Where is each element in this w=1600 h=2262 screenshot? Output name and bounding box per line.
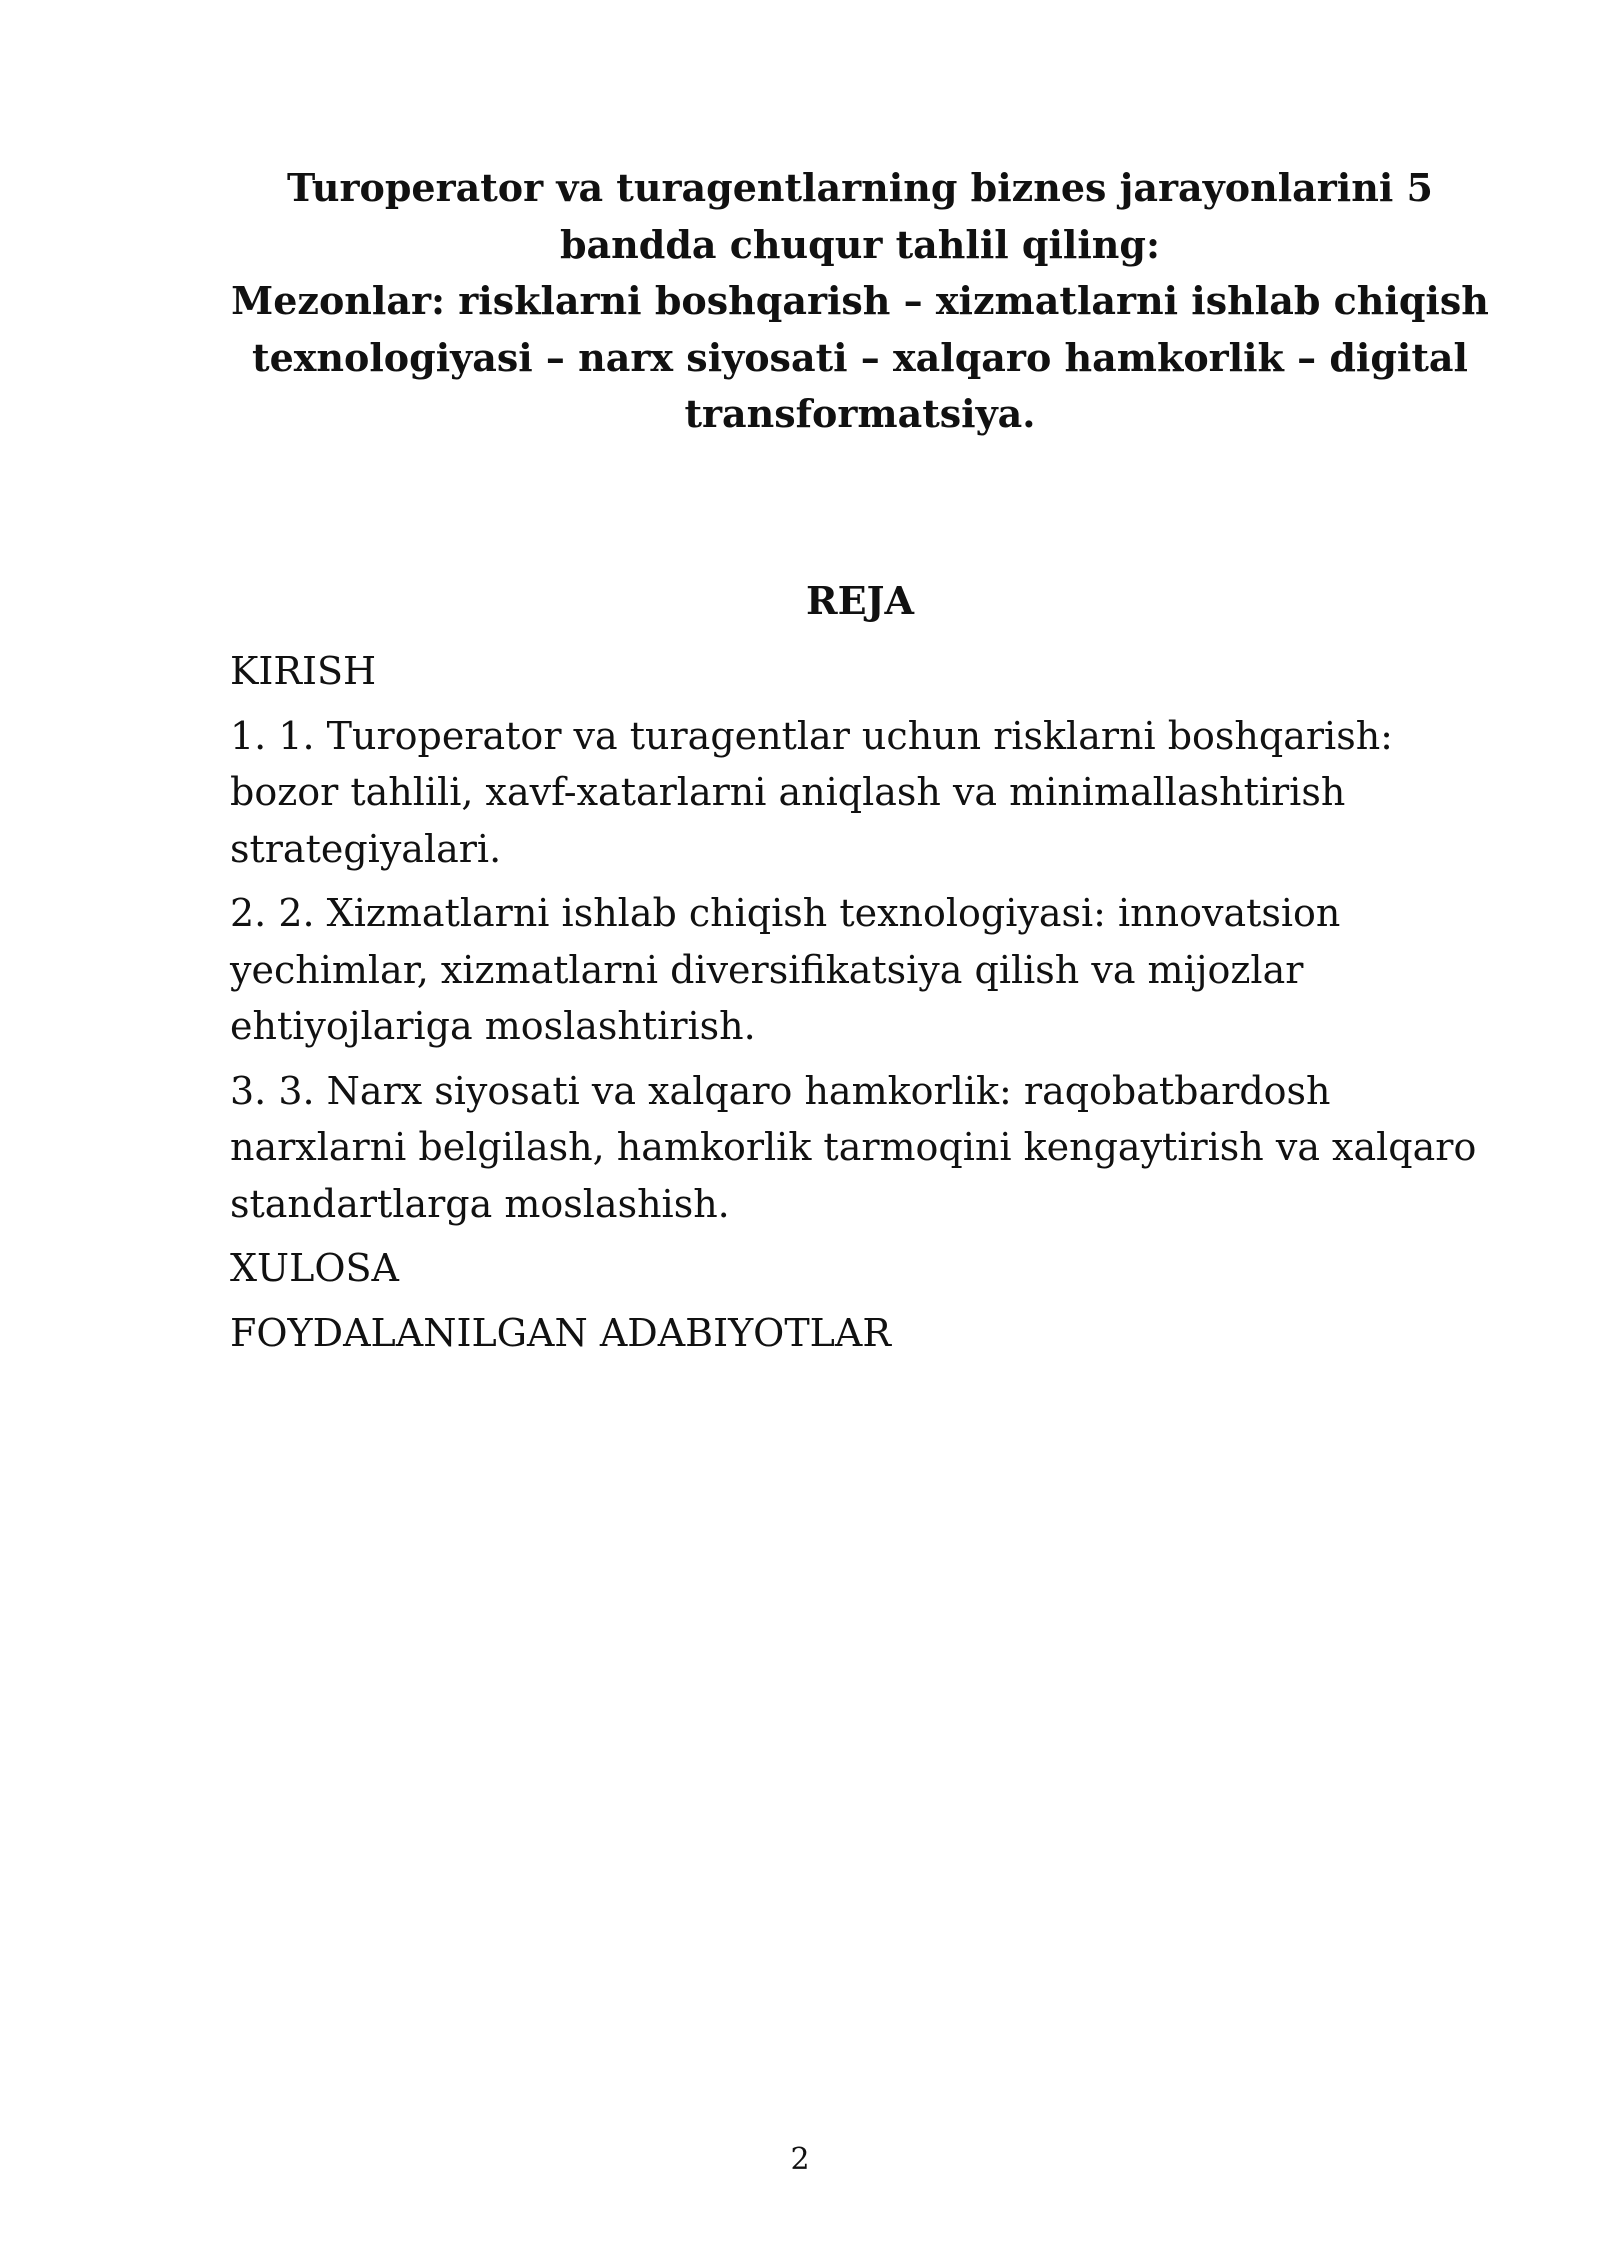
toc-item-1: 1. 1. Turoperator va turagentlar uchun risklarni boshqarish: bozor tahlili, xavf-xatarlarni aniqlash va minimallashtirish strategiyalari. (230, 713, 1393, 871)
page-number: 2 (790, 2142, 810, 2177)
toc-conclusion: XULOSA (230, 1246, 399, 1290)
toc-item-2: 2. 2. Xizmatlarni ishlab chiqish texnologiyasi: innovatsion yechimlar, xizmatlarni diversifikatsiya qilish va mijozlar ehtiyojlariga moslashtirish. (230, 891, 1341, 1048)
title-line: Turoperator va turagentlarning biznes jarayonlarini 5 (287, 165, 1433, 210)
toc-references: FOYDALANILGAN ADABIYOTLAR (230, 1310, 891, 1355)
title-line: texnologiyasi – narx siyosati – xalqaro hamkorlik – digital (252, 334, 1468, 380)
title-line: bandda chuqur tahlil qiling: (559, 221, 1161, 267)
toc-item-3: 3. 3. Narx siyosati va xalqaro hamkorlik: raqobatbardosh narxlarni belgilash, hamkorlik tarmoqini kengaytirish va xalqaro standartlarga moslashish. (230, 1068, 1477, 1226)
table-of-contents (230, 643, 1490, 1369)
toc-intro: KIRISH (230, 649, 377, 693)
title-line: transformatsiya. (684, 391, 1036, 436)
title-line: Mezonlar: risklarni boshqarish – xizmatlarni ishlab chiqish (231, 278, 1489, 323)
plan-heading: REJA (805, 578, 914, 623)
document-title (220, 160, 1500, 443)
